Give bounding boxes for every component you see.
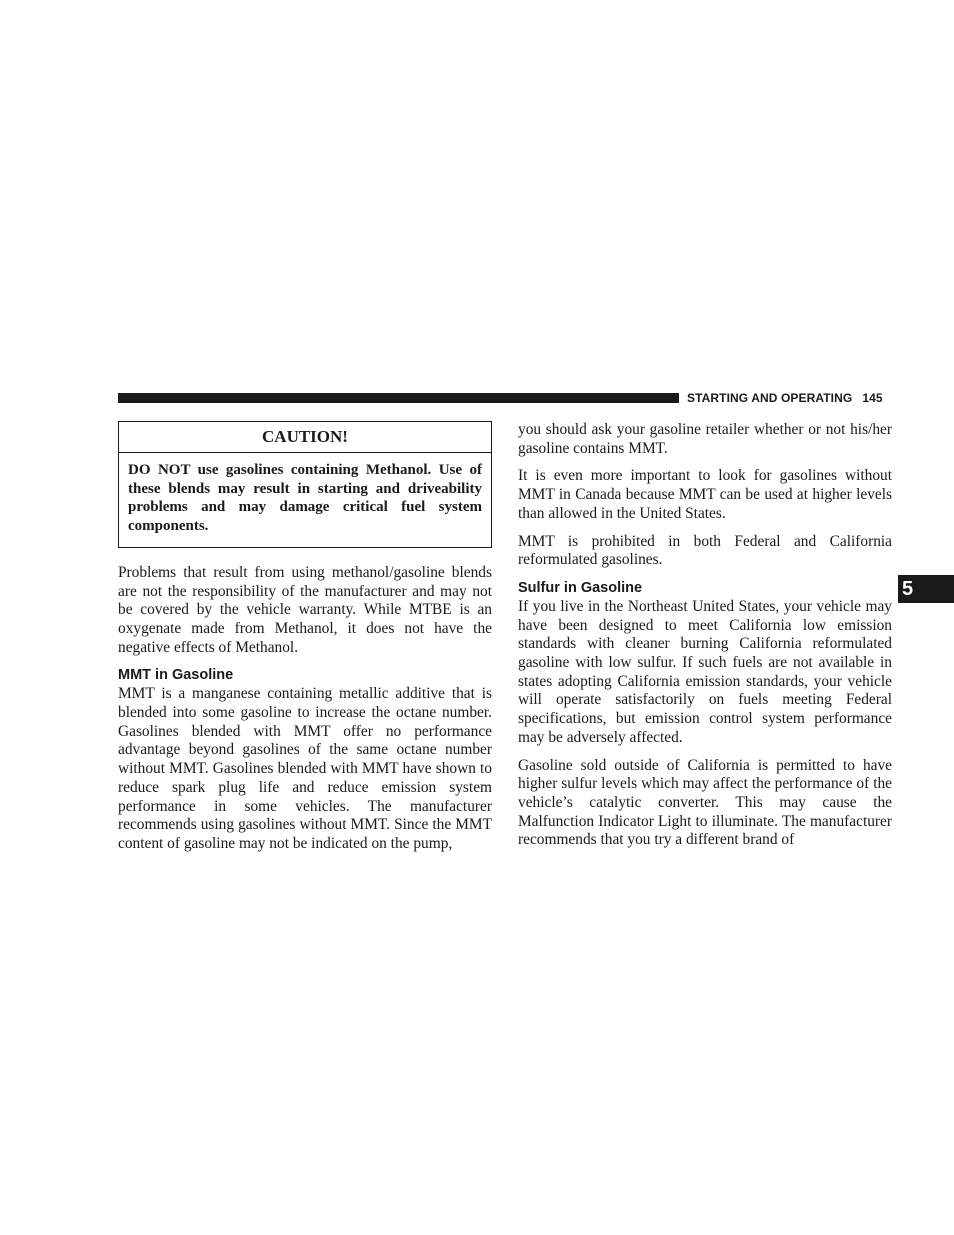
heading-mmt: MMT in Gasoline bbox=[118, 667, 234, 684]
prohibited-paragraph: MMT is prohibited in both Federal and California reformulated gasolines. bbox=[518, 532, 892, 569]
canada-paragraph: It is even more important to look for gasolines without MMT in Canada because MMT can be used at higher levels than allowed in the United States. bbox=[518, 467, 892, 522]
section-title: STARTING AND OPERATING bbox=[687, 391, 853, 405]
heading-sulfur: Sulfur in Gasoline bbox=[518, 579, 643, 596]
caution-title: CAUTION! bbox=[119, 422, 491, 453]
methanol-paragraph: Problems that result from using methanol/gasoline blends are not the responsibility of the manufacturer and may not be covered by the vehicle warranty. While MTBE is an oxygenate made from Methanol, it does not have the negative effects of Methanol. bbox=[118, 563, 492, 656]
mmt-continued-paragraph: you should ask your gasoline retailer whether or not his/her gasoline contains MMT. bbox=[518, 421, 892, 457]
left-column bbox=[118, 421, 492, 854]
sulfur-paragraph-2: Gasoline sold outside of California is permitted to have higher sulfur levels which may affect the performance of the vehicle’s catalytic converter. This may cause the Malfunction Indicator Light to illuminate. The manufacturer recommends that you try a different brand of bbox=[518, 756, 892, 849]
header-rule bbox=[118, 393, 679, 403]
chapter-tab: 5 bbox=[898, 575, 954, 603]
sulfur-paragraph-1: If you live in the Northeast United States, your vehicle may have been designed to meet California low emission standards with cleaner burning California reformulated gasoline with low sulfur. If such fuels are not available in states adopting California emission standards, your vehicle will operate satisfactorily on fuels meeting Federal specifications, but emission control system performance may be adversely affected. bbox=[518, 597, 892, 746]
caution-body: DO NOT use gasolines containing Methanol. Use of these blends may result in starting and driveability problems and may damage critical fuel system components. bbox=[128, 462, 482, 535]
mmt-paragraph: MMT is a manganese containing metallic additive that is blended into some gasoline to increase the octane number. Gasolines blended with MMT offer no performance advantage beyond gasolines of the same octane number without MMT. Gasolines blended with MMT have shown to reduce spark plug life and reduce emission system performance in some vehicles. The manufacturer recommends using gasolines without MMT. Since the MMT content of gasoline may not be indicated on the pump, bbox=[118, 685, 492, 852]
page-number: 145 bbox=[862, 391, 883, 405]
caution-box bbox=[118, 421, 492, 548]
right-column bbox=[518, 421, 892, 850]
running-header bbox=[687, 390, 891, 406]
